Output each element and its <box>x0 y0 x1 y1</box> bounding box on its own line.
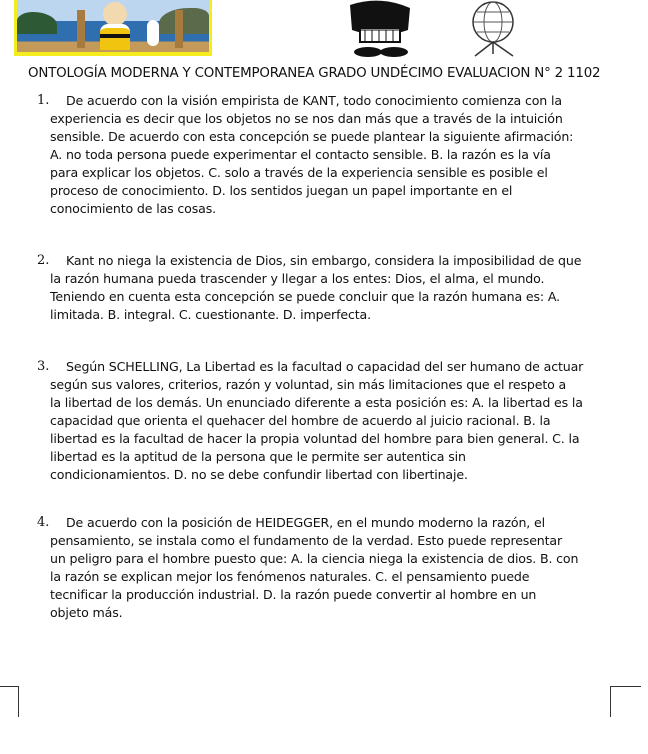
charlie-brown-illustration <box>14 0 212 56</box>
question-text-line: un peligro para el hombre puesto que: A. la ciencia niega la existencia de dios. B. con <box>50 551 579 566</box>
question-text-line: libertad es la facultad de hacer la propia voluntad del hombre para bien general. C. la <box>50 431 580 446</box>
question-text-line: Kant no niega la existencia de Dios, sin embargo, considera la imposibilidad de que <box>66 253 582 268</box>
globe-illustration <box>455 0 530 60</box>
question-text-line: De acuerdo con la posición de HEIDEGGER, en el mundo moderno la razón, el <box>66 515 545 530</box>
question-text-line: A. no toda persona puede experimentar el contacto sensible. B. la razón es la vía <box>50 147 551 162</box>
question-text-line: De acuerdo con la visión empirista de KANT, todo conocimiento comienza con la <box>66 93 562 108</box>
crop-mark-right <box>610 686 641 717</box>
question-text-line: la razón se explican mejor los fenómenos naturales. C. el pensamiento puede <box>50 569 530 584</box>
question-number: 2. <box>37 253 50 268</box>
question-text-line: pensamiento, se instala como el fundamento de la verdad. Esto puede representar <box>50 533 563 548</box>
question-text-line: la razón humana pueda trascender y llegar a los entes: Dios, el alma, el mundo. <box>50 271 545 286</box>
question-text-line: tecnificar la producción industrial. D. la razón puede convertir al hombre en un <box>50 587 537 602</box>
question-text-line: libertad es la aptitud de la persona que le permite ser autentica sin <box>50 449 466 464</box>
question-text-line: objeto más. <box>50 605 123 620</box>
crop-mark-left <box>0 686 19 717</box>
question-text-line: experiencia es decir que los objetos no se nos dan más que a través de la intuición <box>50 111 563 126</box>
question-number: 1. <box>37 93 50 108</box>
question-text-line: según sus valores, criterios, razón y voluntad, sin más limitaciones que el respeto a <box>50 377 567 392</box>
question-number: 3. <box>37 359 50 374</box>
question-text-line: Teniendo en cuenta esta concepción se puede concluir que la razón humana es: A. <box>50 289 560 304</box>
exam-title: ONTOLOGÍA MODERNA Y CONTEMPORANEA GRADO UNDÉCIMO EVALUACION N° 2 1102 <box>28 66 601 81</box>
question-text-line: condicionamientos. D. no se debe confundir libertad con libertinaje. <box>50 467 468 482</box>
question-text-line: para explicar los objetos. C. solo a través de la experiencia sensible es posible el <box>50 165 548 180</box>
mafalda-illustration <box>330 0 430 58</box>
question-text-line: la libertad de los demás. Un enunciado diferente a esta posición es: A. la libertad es la <box>50 395 583 410</box>
question-number: 4. <box>37 515 50 530</box>
question-text-line: sensible. De acuerdo con esta concepción se puede plantear la siguiente afirmación: <box>50 129 574 144</box>
question-text-line: capacidad que orienta el quehacer del hombre de acuerdo al juicio racional. B. la <box>50 413 551 428</box>
question-text-line: limitada. B. integral. C. cuestionante. D. imperfecta. <box>50 307 371 322</box>
question-text-line: proceso de conocimiento. D. los sentidos juegan un papel importante en el <box>50 183 513 198</box>
question-text-line: Según SCHELLING, La Libertad es la facultad o capacidad del ser humano de actuar <box>66 359 584 374</box>
question-text-line: conocimiento de las cosas. <box>50 201 216 216</box>
